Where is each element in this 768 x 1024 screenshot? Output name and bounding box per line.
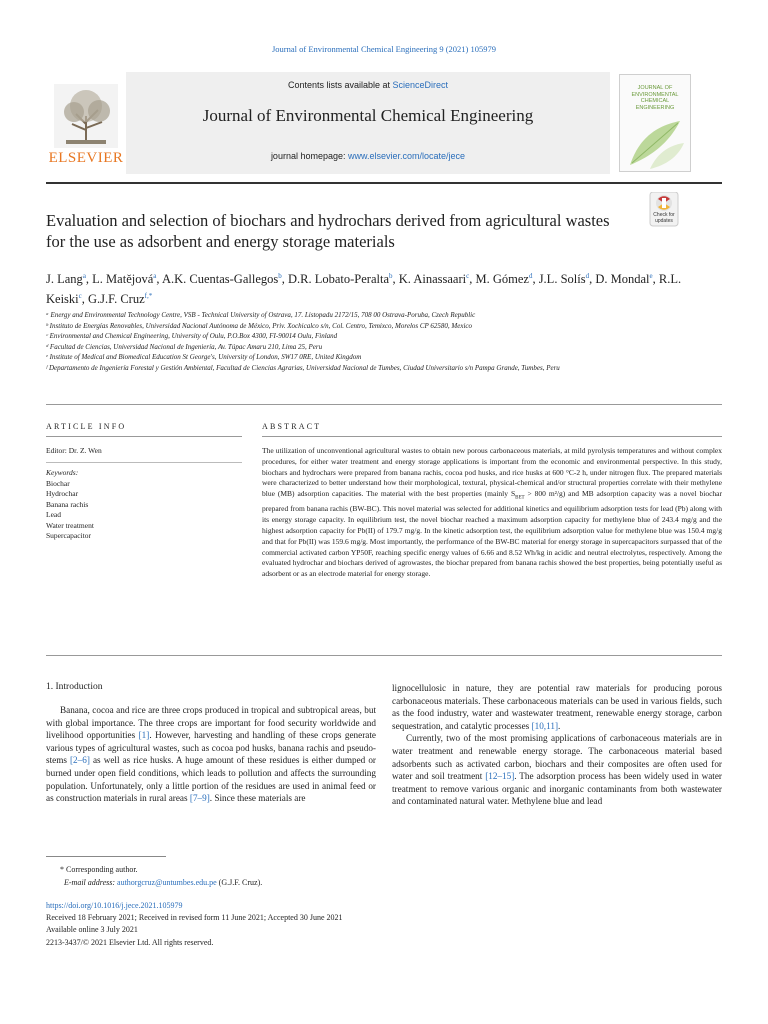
homepage-line: [126, 151, 610, 161]
email-link[interactable]: authorgcruz@untumbes.edu.pe: [117, 877, 217, 887]
article-title: Evaluation and selection of biochars and hydrochars derived from agricultural wastes for the use as adsorbent and energy storage materials: [46, 211, 610, 251]
author-name[interactable]: L. Matějová: [92, 272, 154, 287]
author-name[interactable]: R.L. Keiski: [46, 272, 682, 307]
publication-info: [46, 900, 546, 949]
keyword: Supercapacitor: [46, 531, 91, 540]
homepage-prefix: journal homepage:: [270, 151, 348, 161]
author-affiliation-mark[interactable]: d: [585, 272, 590, 280]
abstract-text: The utilization of unconventional agricultural wastes to obtain new porous carbonaceous materials, at mild pyrolysis temperatures and without complex procedures, for either water treatment and energy storage applications is important from the economic and environmental perspective. In this study, biochars and hydrochars were prepared from banana rachis, cocoa pod husks, and rice husks at 600 °C-2 h, under nitrogen flux. The prepared materials were characterized to better understand how their morphological, textural, physical-chemical and/or structural properties correlate with their methylene blue (MB) adsorption capacities. The material with the best properties (mainly $S_{BET} > 800$ m²/g) and MB adsorption capacity was a novel biochar prepared from banana rachis (BW-BC). This novel material was selected for additional kinetics and equilibrium adsorption tests for lead (Pb) along with its energy storage capacity. In equilibrium test, the novel biochar reached a maximum adsorption capacity for methylene blue of 243.4 mg/g and the highest adsorption capacity for Pb(II) of 179.7 mg/g. In the kinetic adsorption test, the equilibrium adsorption value for methylene blue was 150.4 mg/g and that for Pb(II) was 159.6 mg/g. Most importantly, the performance of the BW-BC material for energy storage in supercapacitors surpassed that of the commercial activated carbon YP50F, reaching specific energy values of 6.66 and 8.52 Wh/kg in acidic and neutral electrolytes, respectively. Among the evaluated hydrochar and biochars derived of agrowastes, the biochar prepared from banana rachis showed the best properties, being potentially useful as adsorbent or as an electrode material for energy storage.: [262, 446, 723, 579]
author-affiliation-mark[interactable]: f,*: [144, 292, 153, 301]
author-name[interactable]: A.K. Cuentas-Gallegos: [161, 272, 279, 287]
keyword: Hydrochar: [46, 489, 79, 498]
body-column-right: [392, 682, 722, 808]
author-name[interactable]: J. Lang: [46, 272, 83, 287]
introduction-heading: 1. Introduction: [46, 682, 103, 692]
author-name[interactable]: D.R. Lobato-Peralta: [287, 272, 389, 287]
available-online: Available online 3 July 2021: [46, 925, 138, 935]
keyword: Lead: [46, 510, 61, 519]
keywords-block: [46, 468, 242, 542]
affiliations: [46, 310, 706, 373]
doi-link[interactable]: https://doi.org/10.1016/j.jece.2021.105979: [46, 901, 183, 910]
author-affiliation-mark[interactable]: d: [528, 272, 533, 280]
keyword-list: [46, 479, 242, 542]
author-affiliation-mark[interactable]: b: [278, 272, 282, 280]
article-info-heading: ARTICLE INFO: [46, 422, 127, 431]
author-name[interactable]: D. Mondal: [595, 272, 650, 287]
check-for-updates-label: Check for updates: [653, 212, 675, 224]
affiliation-item: ᵃ Energy and Environmental Technology Centre, VSB - Technical University of Ostrava, 17. Listopadu 2172/15, 708 00 Ostrava-Poruba, Czech Republic: [46, 311, 476, 319]
homepage-link[interactable]: www.elsevier.com/locate/jece: [348, 151, 466, 161]
body-column-left: [46, 704, 376, 805]
author-list: J. Lang$^a$, L. Matějová$^a$, A.K. Cuentas-Gallegos$^b$, D.R. Lobato-Peralta$^b$, K. Ainassaari$^c$, M. Gómez$^d$, J.L. Solís$^d$, D. Mondal$^e$, R.L. Keiski$^c$, G.J.F. Cruz$^{f,*}$: [46, 272, 682, 307]
sciencedirect-link[interactable]: ScienceDirect: [392, 80, 449, 90]
citation-link[interactable]: [1]: [138, 730, 150, 741]
abstract-rule: [262, 436, 722, 437]
email-line: [46, 877, 466, 890]
article-info-rule: [46, 436, 242, 437]
publisher-name: ELSEVIER: [48, 150, 124, 166]
affiliation-item: ᵇ Instituto de Energías Renovables, Universidad Nacional Autónoma de México, Priv. Xochicalco s/n, Col. Centro, Temixco, Morelos CP 62580, Mexico: [46, 321, 473, 330]
journal-name: Journal of Environmental Chemical Engineering: [202, 106, 534, 125]
citation-link[interactable]: [10,11]: [531, 720, 559, 731]
header-rule: [46, 182, 722, 184]
journal-cover-thumbnail[interactable]: [619, 74, 691, 172]
intro-paragraph-1: Banana, cocoa and rice are three crops produced in tropical and subtropical areas, but with global importance. The three crops are important for food security worldwide and livelihood opportunities [1]. However, harvesting and handling of these crops generate various types of agricultural wastes, such as cocoa pod husks, banana rachis and pseudo-stems [2–6] as well as rice husks. A huge amount of these residues is either dumped or burned under open field conditions, which leads to pollution and affects the surrounding population. Unfortunately, only a little portion of the residues are used in animal feed or as construction materials in rural areas [7–9]. Since these materials are: [46, 705, 376, 804]
received-dates: Received 18 February 2021; Received in revised form 11 June 2021; Accepted 30 June 2021: [46, 913, 343, 923]
keyword: Banana rachis: [46, 499, 89, 509]
author-affiliation-mark[interactable]: c: [466, 272, 470, 280]
keywords-rule: [46, 462, 242, 463]
affiliation-item: ᵉ Institute of Medical and Biomedical Education St George's, University of London, SW17 0RE, United Kingdom: [46, 353, 362, 361]
email-label: E-mail address:: [64, 877, 118, 887]
citation-link[interactable]: [7–9]: [189, 793, 210, 804]
intro-paragraph-2: Currently, two of the most promising applications of carbonaceous materials are in water treatment and renewable energy storage. The carbonaceous material based adsorbents such as activated carbon, biochars and their composites are often used for water and soil treatment [12–15]. The adsorption process has been widely used in water treatment to remove various organic and inorganic contaminants from both wastewater and contaminated natural water. Methylene blue and lead: [392, 733, 722, 807]
keywords-heading: Keywords:: [46, 468, 79, 477]
footnote-rule: [46, 856, 166, 857]
copyright: 2213-3437/© 2021 Elsevier Ltd. All rights reserved.: [46, 937, 214, 947]
footnote: [46, 864, 466, 889]
abstract-bottom-rule: [46, 655, 722, 656]
author-affiliation-mark[interactable]: a: [82, 272, 86, 280]
author-affiliation-mark[interactable]: e: [649, 272, 653, 280]
author-name[interactable]: G.J.F. Cruz: [88, 292, 145, 307]
email-suffix: (G.J.F. Cruz).: [216, 877, 263, 887]
citation-link[interactable]: [12–15]: [485, 771, 515, 782]
affiliation-item: ᶜ Environmental and Chemical Engineering, University of Oulu, P.O.Box 4300, FI-90014 Oulu, Finland: [46, 332, 338, 340]
author-name[interactable]: M. Gómez: [475, 272, 529, 287]
corresponding-author-note: * Corresponding author.: [60, 865, 138, 874]
citation-link[interactable]: [2–6]: [70, 755, 90, 766]
author-affiliation-mark[interactable]: b: [389, 272, 393, 280]
affiliation-item: ᵈ Facultad de Ciencias, Universidad Nacional de Ingeniería, Av. Túpac Amaru 210, Lima 25, Peru: [46, 342, 323, 351]
editor-line: Editor: Dr. Z. Wen: [46, 446, 102, 455]
affiliation-item: ᶠ Departamento de Ingeniería Forestal y Gestión Ambiental, Facultad de Ciencias Agrarias, Universidad Nacional de Tumbes, Ciudad Universitario s/n Pampa Grande, Tumbes, Peru: [46, 363, 560, 372]
affiliation-rule: [46, 404, 722, 405]
intro-paragraph-1-continued: lignocellulosic in nature, they are potential raw materials for producing porous carbonaceous materials. These carbonaceous materials can be used in various fields, such as the food industry, water and wastewater treatment, renewable energy storage, carbon sequestration, and catalytic processes [10,11].: [392, 683, 722, 731]
cover-title: JOURNAL OF ENVIRONMENTAL CHEMICAL ENGINEERING: [631, 85, 679, 111]
author-name[interactable]: J.L. Solís: [538, 272, 586, 287]
cover-leaf-illustration-icon: [620, 115, 690, 171]
keyword: Water treatment: [46, 520, 94, 530]
author-name[interactable]: K. Ainassaari: [398, 272, 467, 287]
contents-line: [126, 80, 610, 90]
contents-prefix: Contents lists available at: [287, 80, 393, 90]
author-affiliation-mark[interactable]: c: [78, 292, 82, 301]
keyword: Biochar: [46, 478, 70, 488]
author-affiliation-mark[interactable]: a: [153, 272, 157, 280]
abstract-heading: ABSTRACT: [262, 422, 322, 431]
running-head[interactable]: Journal of Environmental Chemical Engineering 9 (2021) 105979: [271, 44, 497, 54]
